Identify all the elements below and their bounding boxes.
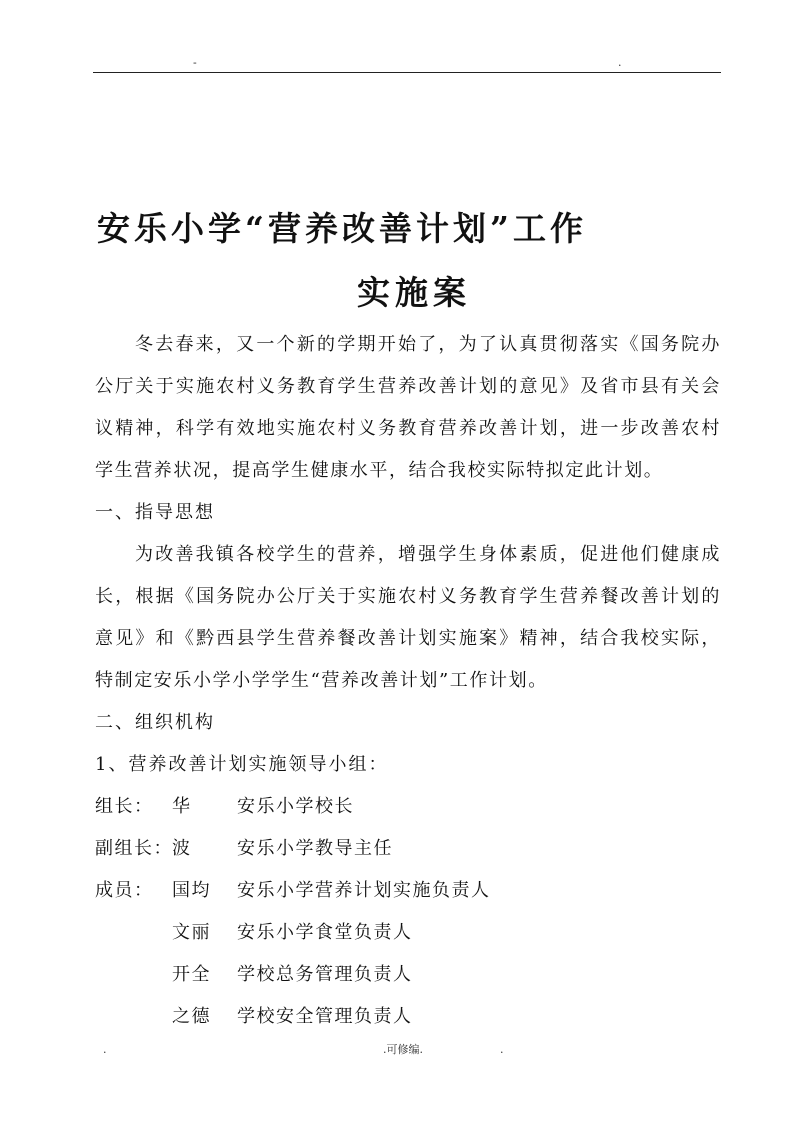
document-title-line1: 安乐小学“营养改善计划”工作 [97,209,587,248]
document-body [95,324,721,1038]
footer-mark-right: . [500,1043,504,1056]
intro-paragraph: 冬去春来，又一个新的学期开始了，为了认真贯彻落实《国务院办公厅关于实施农村义务教育学生营养改善计划的意见》及省市县有关会议精神，科学有效地实施农村义务教育营养改善计划，进一步改善农村学生营养状况，提高学生健康水平，结合我校实际特拟定此计划。 [95,334,721,481]
member-name: 之德 [172,1006,211,1027]
member-row [95,786,721,828]
member-name: 国均 [172,880,211,901]
member-duty: 安乐小学食堂负责人 [237,922,413,943]
footer-editable-note: .可修编. [383,1043,423,1056]
member-row [95,912,721,954]
section1-heading: 一、指导思想 [95,502,215,523]
footer-mark-left: . [103,1043,107,1056]
section2-heading: 二、组织机构 [95,712,215,733]
member-role: 副组长： [95,838,173,859]
member-name: 文丽 [172,922,211,943]
member-name: 波 [172,838,192,859]
member-name: 华 [172,796,192,817]
member-row [95,870,721,912]
member-name: 开全 [172,964,211,985]
section2-subheading: 1、营养改善计划实施领导小组： [95,754,389,775]
member-duty: 安乐小学营养计划实施负责人 [237,880,491,901]
member-duty: 安乐小学校长 [237,796,354,817]
member-row [95,996,721,1038]
member-list [95,786,721,1038]
header-rule [93,72,721,73]
header-mark-left: - [193,56,197,69]
member-role: 成员： [95,880,154,901]
header-mark-right: . [618,56,622,69]
member-role: 组长： [95,796,154,817]
member-duty: 安乐小学教导主任 [237,838,393,859]
member-duty: 学校总务管理负责人 [237,964,413,985]
member-duty: 学校安全管理负责人 [237,1006,413,1027]
document-title-line2: 实施案 [357,273,471,312]
member-row [95,828,721,870]
section1-paragraph: 为改善我镇各校学生的营养，增强学生身体素质，促进他们健康成长，根据《国务院办公厅关于实施农村义务教育学生营养餐改善计划的意见》和《黔西县学生营养餐改善计划实施案》精神，结合我校实际，特制定安乐小学小学学生“营养改善计划”工作计划。 [95,544,721,691]
member-row [95,954,721,996]
